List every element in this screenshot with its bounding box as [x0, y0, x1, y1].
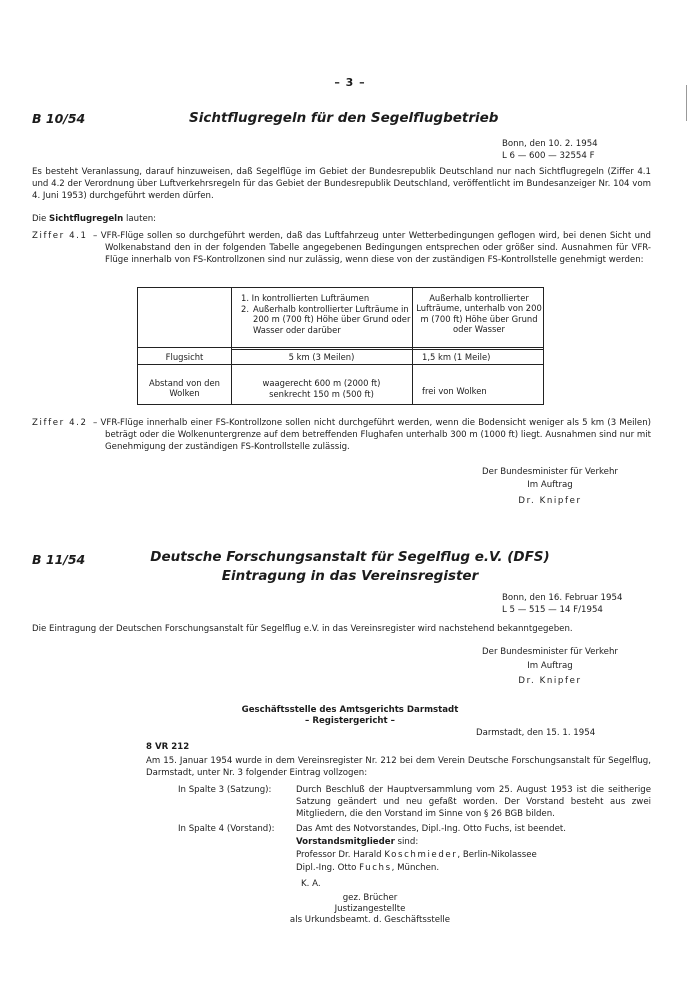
page-number: – 3 –	[334, 76, 366, 89]
board-heading-text: Vorstandsmitglieder	[296, 837, 395, 847]
section-title: Deutsche Forschungsanstalt für Segelflug e.V. (DFS)	[150, 549, 550, 565]
table-header-num: 2.	[241, 304, 249, 314]
signature-name: Dr. Knipfer	[518, 676, 582, 686]
ziffer-4-1-label: Ziffer 4.1	[32, 231, 88, 241]
signature-clerk: gez. Brücher	[342, 893, 398, 903]
table-cell-vertical: senkrecht 150 m (500 ft)	[269, 389, 374, 399]
table-header-outside-above: Außerhalb kontrollierter Lufträume in 200 m (700 ft) Höhe über Grund oder Wasser oder darüber	[253, 304, 411, 335]
ziffer-4-1-text: – VFR-Flüge sollen so durchgeführt werden, daß das Luftfahrzeug unter Wetterbedingungen geflogen wird, bei denen Sicht und Wolkenabstand den in der folgenden Tabelle angegebenen Bedingungen entsprechen oder größer sind. Ausnahmen für VFR-Flüge innerhalb von FS-Kontrollzonen sind nur zulässig, wenn diese von der zuständigen FS-Kontrollstelle genehmigt werden:	[93, 231, 651, 266]
signature-order: Im Auftrag	[527, 661, 573, 671]
table-row-label-visibility: Flugsicht	[165, 352, 204, 362]
board-member-city: , München.	[391, 863, 440, 873]
rules-intro	[32, 213, 156, 225]
ka-mark: K. A.	[301, 879, 321, 889]
section-number: B 11/54	[32, 552, 86, 567]
board-member	[296, 862, 439, 874]
table-row-label-cloud-distance: Abstand von den Wolken	[149, 378, 220, 399]
section-subtitle: Eintragung in das Vereinsregister	[221, 568, 479, 584]
court-office-text: Geschäftsstelle des Amtsgerichts Darmstadt	[241, 705, 459, 715]
rules-intro-pre: Die	[32, 214, 50, 224]
section-number: B 10/54	[32, 111, 86, 126]
file-reference: L 6 — 600 — 32554 F	[502, 151, 595, 161]
signature-clerk-role: Justizangestellte	[334, 904, 406, 914]
table-cell-visibility-mid: 5 km (3 Meilen)	[288, 352, 355, 362]
table-divider	[138, 364, 543, 365]
board-member-name: Fuchs	[359, 863, 392, 873]
board-member-title: Dipl.-Ing. Otto	[296, 863, 360, 873]
signature-clerk-office: als Urkundsbeamt. d. Geschäftsstelle	[289, 915, 451, 925]
table-cell-cloud-right: frei von Wolken	[422, 386, 487, 396]
register-number-text: 8 VR 212	[146, 742, 190, 752]
file-reference: L 5 — 515 — 14 F/1954	[502, 605, 603, 615]
visibility-table	[137, 287, 544, 405]
court-register	[0, 715, 700, 727]
table-cell-visibility-right: 1,5 km (1 Meile)	[422, 352, 491, 362]
board-heading-suffix: sind:	[394, 837, 419, 847]
signature-name: Dr. Knipfer	[518, 496, 582, 506]
court-date: Darmstadt, den 15. 1. 1954	[476, 728, 596, 738]
entry-text: Am 15. Januar 1954 wurde in dem Vereinsregister Nr. 212 bei dem Verein Deutsche Forschungsanstalt für Segelflug, Darmstadt, unter Nr. 3 folgender Eintrag vollzogen:	[146, 756, 651, 779]
table-divider	[412, 288, 413, 404]
table-header-controlled: 1. In kontrollierten Lufträumen	[241, 293, 370, 303]
intro-paragraph: Es besteht Veranlassung, darauf hinzuweisen, daß Segelflüge im Gebiet der Bundesrepublik Deutschland nur nach Sichtflugregeln (Ziffer 4.1 und 4.2 der Verordnung über Luftverkehrsregeln für das Gebiet der Bundesrepublik Deutschland, veröffentlicht im Bundesanzeiger Nr. 104 vom 4. Juni 1953) durchgeführt werden dürfen.	[32, 167, 651, 202]
signature-ministry: Der Bundesminister für Verkehr	[482, 647, 618, 657]
board-member	[296, 849, 537, 861]
court-register-text: – Registergericht –	[305, 716, 395, 726]
board-member-title: Professor Dr. Harald	[296, 850, 385, 860]
column3-label: In Spalte 3 (Satzung):	[178, 785, 272, 795]
table-divider	[231, 349, 543, 350]
column4-text: Das Amt des Notvorstandes, Dipl.-Ing. Otto Fuchs, ist beendet.	[296, 824, 566, 834]
section-title: Sichtflugregeln für den Segelflugbetrieb	[189, 110, 499, 126]
column3-text: Durch Beschluß der Hauptversammlung vom 25. August 1953 ist die seitherige Satzung geändert und neu gefaßt worden. Der Vorstand besteht aus zwei Mitgliedern, die den Vorstand im Sinne von § 26 BGB bilden.	[296, 785, 651, 820]
signature-order: Im Auftrag	[527, 480, 573, 490]
table-header-outside-below: Außerhalb kontrollierter Lufträume, unterhalb von 200 m (700 ft) Höhe über Grund oder Wasser	[416, 293, 542, 335]
ziffer-4-2-label: Ziffer 4.2	[32, 418, 88, 428]
place-date: Bonn, den 10. 2. 1954	[502, 139, 598, 149]
board-member-city: , Berlin-Nikolassee	[457, 850, 537, 860]
table-divider	[138, 347, 543, 348]
place-date: Bonn, den 16. Februar 1954	[502, 593, 623, 603]
table-cell-horizontal: waagerecht 600 m (2000 ft)	[262, 378, 381, 388]
intro-paragraph: Die Eintragung der Deutschen Forschungsanstalt für Segelflug e.V. in das Vereinsregister wird nachstehend bekanntgegeben.	[32, 624, 573, 634]
register-number	[146, 741, 189, 753]
column4-label: In Spalte 4 (Vorstand):	[178, 824, 275, 834]
signature-ministry: Der Bundesminister für Verkehr	[482, 467, 618, 477]
ziffer-4-2-text: – VFR-Flüge innerhalb einer FS-Kontrollzone sollen nicht durchgeführt werden, wenn die Bodensicht weniger als 5 km (3 Meilen) beträgt oder die Wolkenuntergrenze auf dem betreffenden Flughafen unterhalb 300 m (1000 ft) liegt. Ausnahmen sind nur mit Genehmigung der zuständigen FS-Kontrollstelle zulässig.	[93, 418, 651, 453]
rules-intro-bold: Sichtflugregeln	[49, 214, 124, 224]
rules-intro-post: lauten:	[123, 214, 157, 224]
board-heading	[296, 836, 418, 848]
page-edge-mark	[686, 85, 687, 121]
board-member-name: Koschmieder	[384, 850, 458, 860]
